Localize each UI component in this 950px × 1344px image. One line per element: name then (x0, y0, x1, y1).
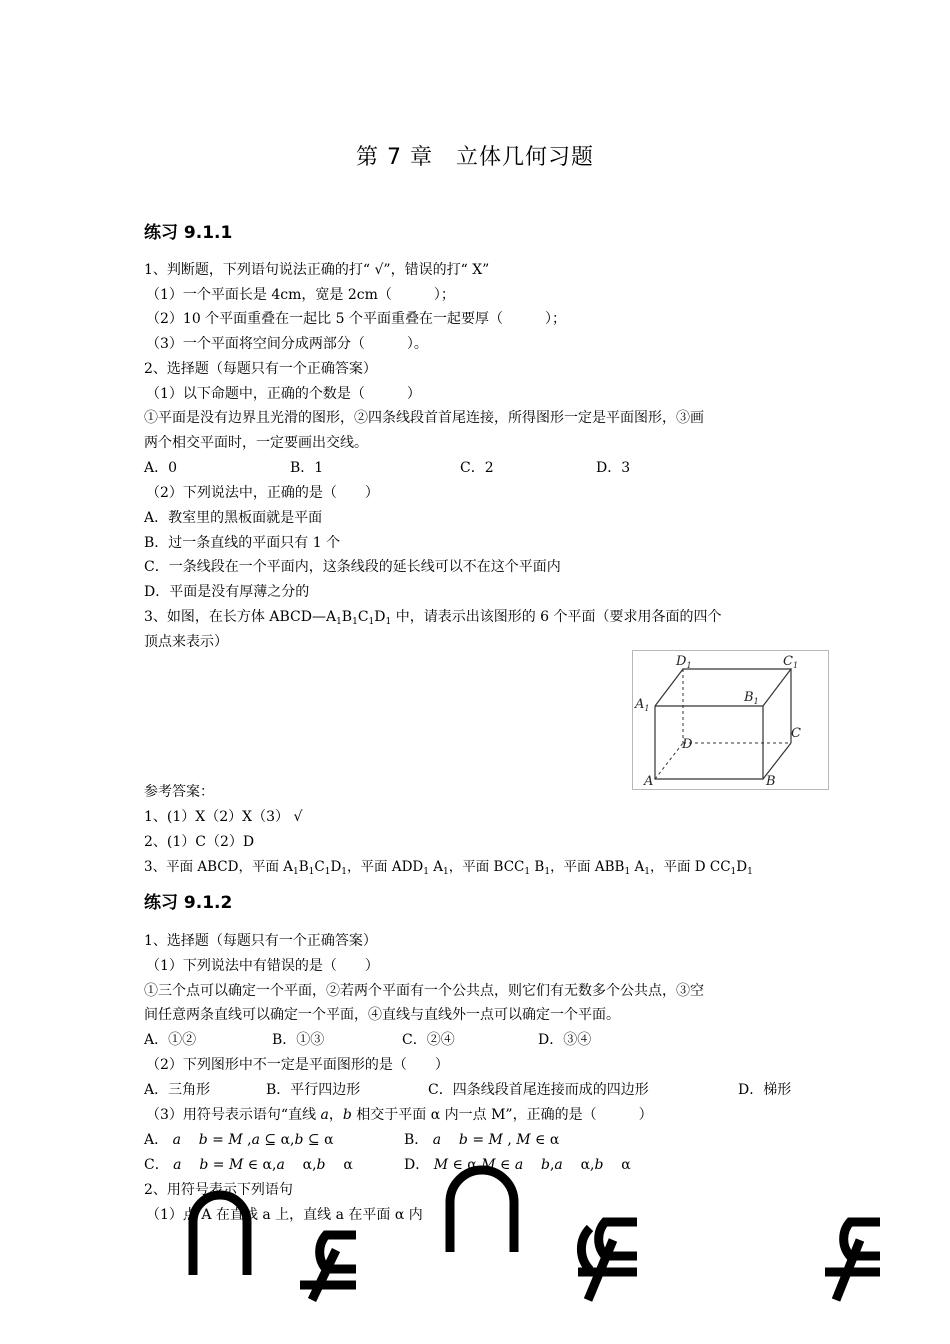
q2-1-option-d: D．3 (596, 460, 631, 476)
q2-2-option-c: C．一条线段在一个平面内，这条线段的延长线可以不在这个平面内 (144, 559, 561, 575)
q2-2-option-a: A．教室里的黑板面就是平面 (144, 510, 323, 526)
q2-1-option-a: A．0 (144, 460, 178, 476)
q2-2-option-d: D．平面是没有厚薄之分的 (144, 584, 310, 600)
s2-q1-item-1: （1）下列说法中有错误的是（ ） (146, 958, 379, 974)
q2-item-2: （2）下列说法中，正确的是（ ） (146, 485, 379, 501)
q3-text-b: 顶点来表示） (144, 634, 228, 650)
s2-q1-choice: 1、选择题（每题只有一个正确答案） (144, 933, 377, 949)
s2-q2: 2、用符号表示下列语句 (144, 1182, 293, 1198)
q1-item-3: （3）一个平面将空间分成两部分（ ）。 (146, 336, 428, 352)
s2-q1-1-option-d: D．③④ (538, 1032, 592, 1048)
page-title: 第 7 章 立体几何习题 (356, 145, 594, 170)
intersection-symbol-large-1 (193, 1195, 247, 1275)
label-a: A (644, 774, 654, 789)
intersection-symbol-large-2 (450, 1170, 514, 1252)
s2-q1-1-option-c: C．②④ (402, 1032, 455, 1048)
s2-q1-item-2: （2）下列图形中不一定是平面图形的是（ ） (146, 1057, 449, 1073)
s2-q1-1-option-a: A．①② (144, 1032, 197, 1048)
answer-1: 1、(1）X（2）X（3） √ (144, 809, 303, 825)
q3-text: 3、如图，在长方体 $ABCD—A_1B_1C_1D_1$ 中，请表示出该图形的 6 个平面（要求用各面的四个 (144, 609, 722, 627)
s2-q1-2-option-b: B．平行四边形 (266, 1082, 361, 1098)
label-d: D (682, 737, 693, 752)
label-d1: $D_1$ (676, 654, 692, 670)
answer-title: 参考答案： (144, 784, 214, 800)
q1-judgment: 1、判断题，下列语句说法正确的打“ √”，错误的打“ X” (144, 262, 490, 278)
s2-q1-2-option-d: D．梯形 (738, 1082, 792, 1098)
subset-curve-large (581, 1228, 590, 1270)
q2-item-1-text-b: 两个相交平面时，一定要画出交线。 (144, 435, 368, 451)
q2-item-1-text-a: ①平面是没有边界且光滑的图形，②四条线段首首尾连接，所得图形一定是平面图形，③画 (144, 410, 704, 426)
q1-item-1: （1）一个平面长是 4cm，宽是 2cm（ ）； (146, 287, 455, 303)
label-c1: $C_1$ (783, 654, 799, 670)
q2-1-option-c: C．2 (460, 460, 494, 476)
s2-q1-item-1-text-b: 间任意两条直线可以确定一个平面，④直线与直线外一点可以确定一个平面。 (144, 1007, 620, 1023)
s2-q1-3-option-c: C． a b = M ∈ α,a α,b α (144, 1157, 353, 1173)
section-heading-1: 练习 9.1.1 (144, 223, 233, 243)
label-b: B (766, 774, 776, 789)
s2-q1-3-option-d: D． M ∈ α,M ∈ a b,a α,b α (404, 1157, 631, 1173)
s2-q1-3-option-a: A． a b = M ,a ⊆ α,b ⊆ α (144, 1132, 334, 1148)
s2-q1-item-1-text-a: ①三个点可以确定一个平面，②若两个平面有一个公共点，则它们有无数多个公共点，③空 (144, 983, 704, 999)
s2-q1-item-3: （3）用符号表示语句“直线 a，b 相交于平面 α 内一点 M”，正确的是（ ） (146, 1107, 653, 1123)
section-heading-2: 练习 9.1.2 (144, 893, 233, 913)
q2-item-1: （1）以下命题中，正确的个数是（ ） (146, 386, 421, 402)
label-b1: $B_1$ (744, 690, 759, 706)
q2-choice: 2、选择题（每题只有一个正确答案） (144, 361, 377, 377)
q2-2-option-b: B．过一条直线的平面只有 1 个 (144, 535, 341, 551)
s2-q1-2-option-c: C．四条线段首尾连接而成的四边形 (428, 1082, 649, 1098)
s2-q2-item-1: （1）点 A 在直线 a 上，直线 a 在平面 α 内 (146, 1207, 423, 1223)
s2-q1-1-option-b: B．①③ (272, 1032, 325, 1048)
label-c: C (791, 726, 801, 741)
label-a1: $A_1$ (635, 697, 650, 713)
answer-2: 2、(1）C（2）D (144, 834, 255, 850)
not-subset-symbol-1 (300, 1235, 356, 1300)
s2-q1-2-option-a: A．三角形 (144, 1082, 211, 1098)
answer-3: 3、平面 ABCD，平面 $A_1B_1C_1D_1$，平面 $ADD_1$ $A_1$，平面 $BCC_1$ $B_1$，平面 $ABB_1$ $A_1$，平面 D $CC_1D_1$ (144, 859, 753, 877)
not-subset-symbol-3 (825, 1222, 880, 1300)
s2-q1-3-option-b: B． a b = M , M ∈ α (404, 1132, 560, 1148)
q2-1-option-b: B．1 (290, 460, 324, 476)
q1-item-2: （2）10 个平面重叠在一起比 5 个平面重叠在一起要厚（ ）； (146, 311, 566, 327)
